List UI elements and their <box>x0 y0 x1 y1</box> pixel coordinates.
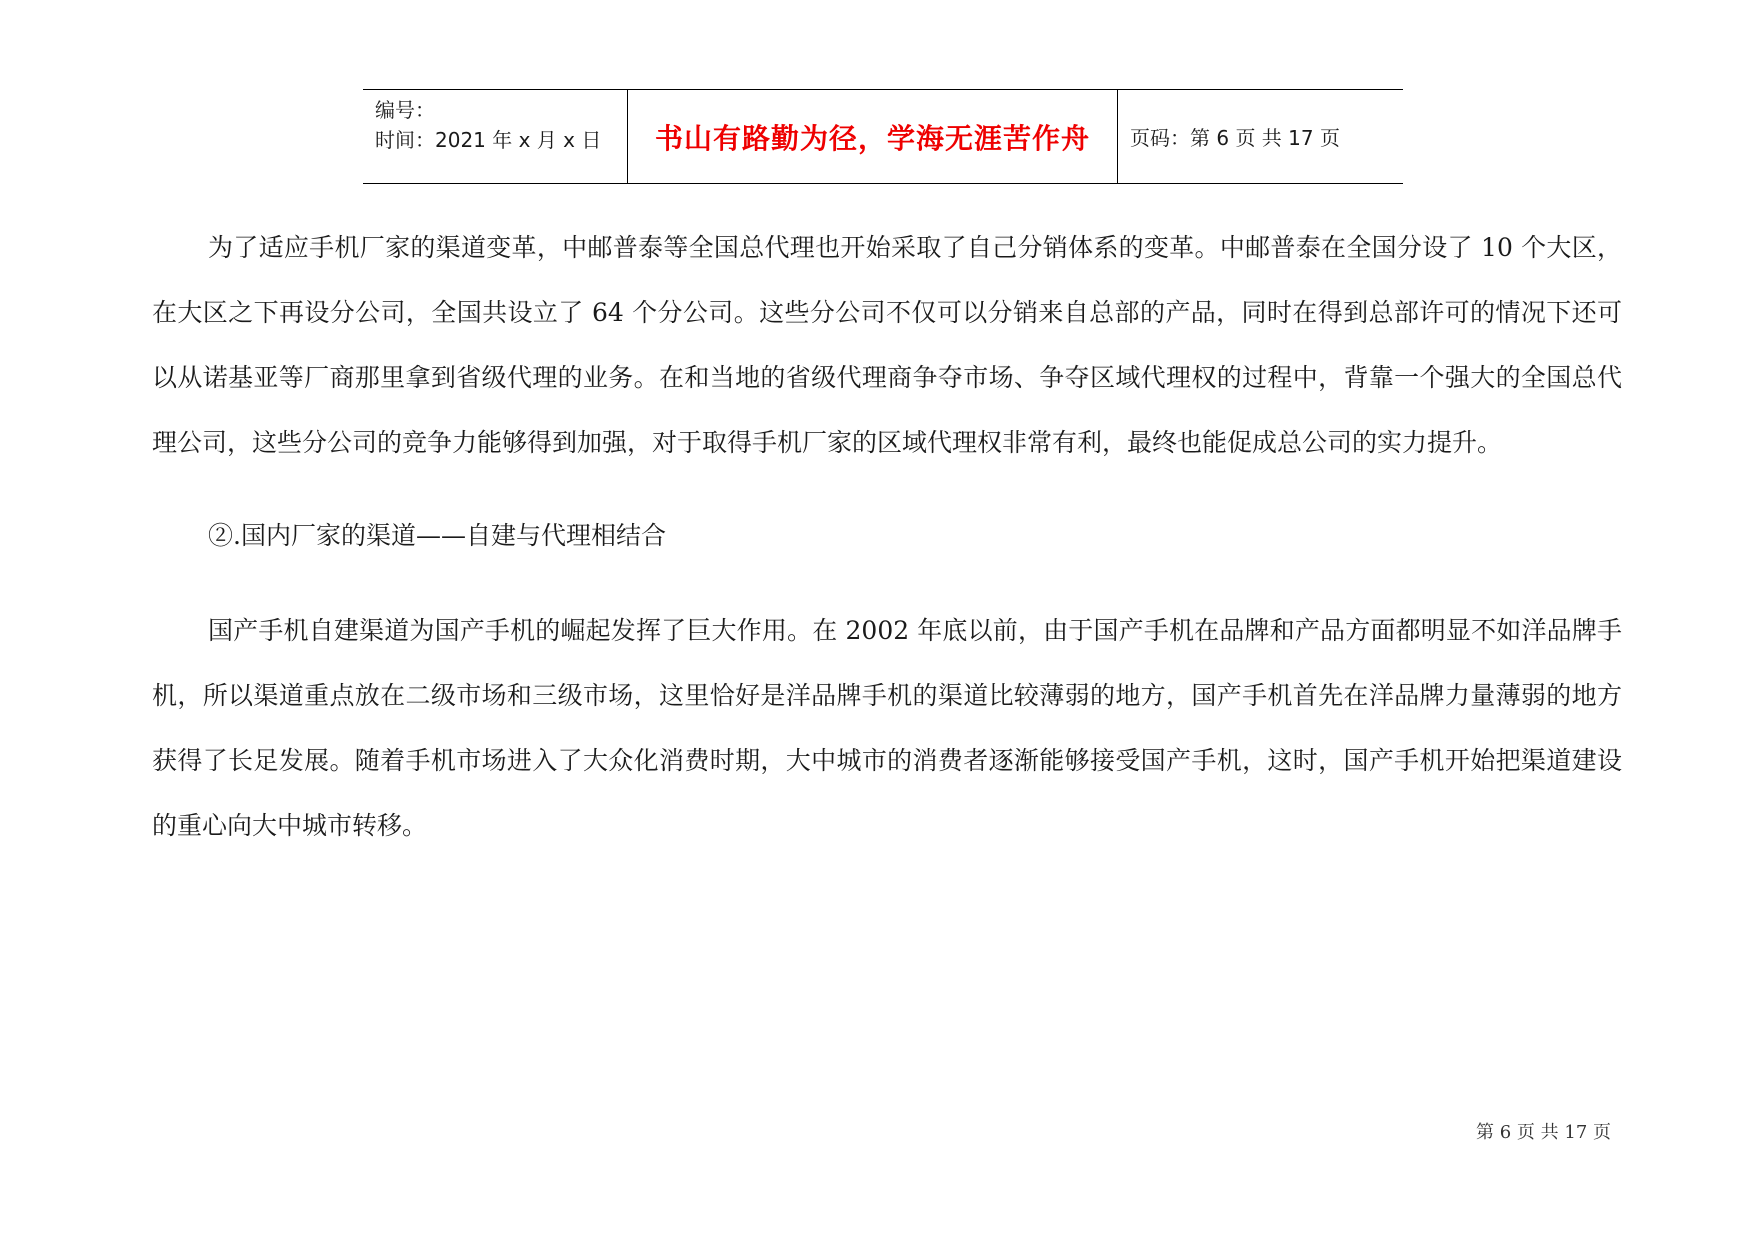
section-heading: ②.国内厂家的渠道——自建与代理相结合 <box>208 521 666 550</box>
body-paragraph-1: 为了适应手机厂家的渠道变革，中邮普泰等全国总代理也开始采取了自己分销体系的变革。中邮普泰在全国分设了 10 个大区，在大区之下再设分公司，全国共设立了 64 个分公司。这些分公司不仅可以分销来自总部的产品，同时在得到总部许可的情况下还可以从诺基亚等厂商那里拿到省级代理的业务。在和当地的省级代理商争夺市场、争夺区域代理权的过程中，背靠一个强大的全国总代理公司，这些分公司的竞争力能够得到加强，对于取得手机厂家的区域代理权非常有利，最终也能促成总公司的实力提升。 <box>152 233 1622 457</box>
document-body <box>152 215 1622 858</box>
document-date-label: 时间：2021 年 x 月 x 日 <box>375 128 602 152</box>
header-meta-cell <box>363 90 628 183</box>
body-paragraph-2: 国产手机自建渠道为国产手机的崛起发挥了巨大作用。在 2002 年底以前，由于国产手机在品牌和产品方面都明显不如洋品牌手机，所以渠道重点放在二级市场和三级市场，这里恰好是洋品牌手机的渠道比较薄弱的地方，国产手机首先在洋品牌力量薄弱的地方获得了长足发展。随着手机市场进入了大众化消费时期，大中城市的消费者逐渐能够接受国产手机，这时，国产手机开始把渠道建设的重心向大中城市转移。 <box>152 616 1622 840</box>
page-header <box>363 89 1403 184</box>
page-footer: 第 6 页 共 17 页 <box>1476 1122 1611 1143</box>
header-page-info: 页码：第 6 页 共 17 页 <box>1130 126 1340 150</box>
document-number-label: 编号： <box>375 98 435 122</box>
header-motto: 书山有路勤为径，学海无涯苦作舟 <box>628 90 1118 183</box>
